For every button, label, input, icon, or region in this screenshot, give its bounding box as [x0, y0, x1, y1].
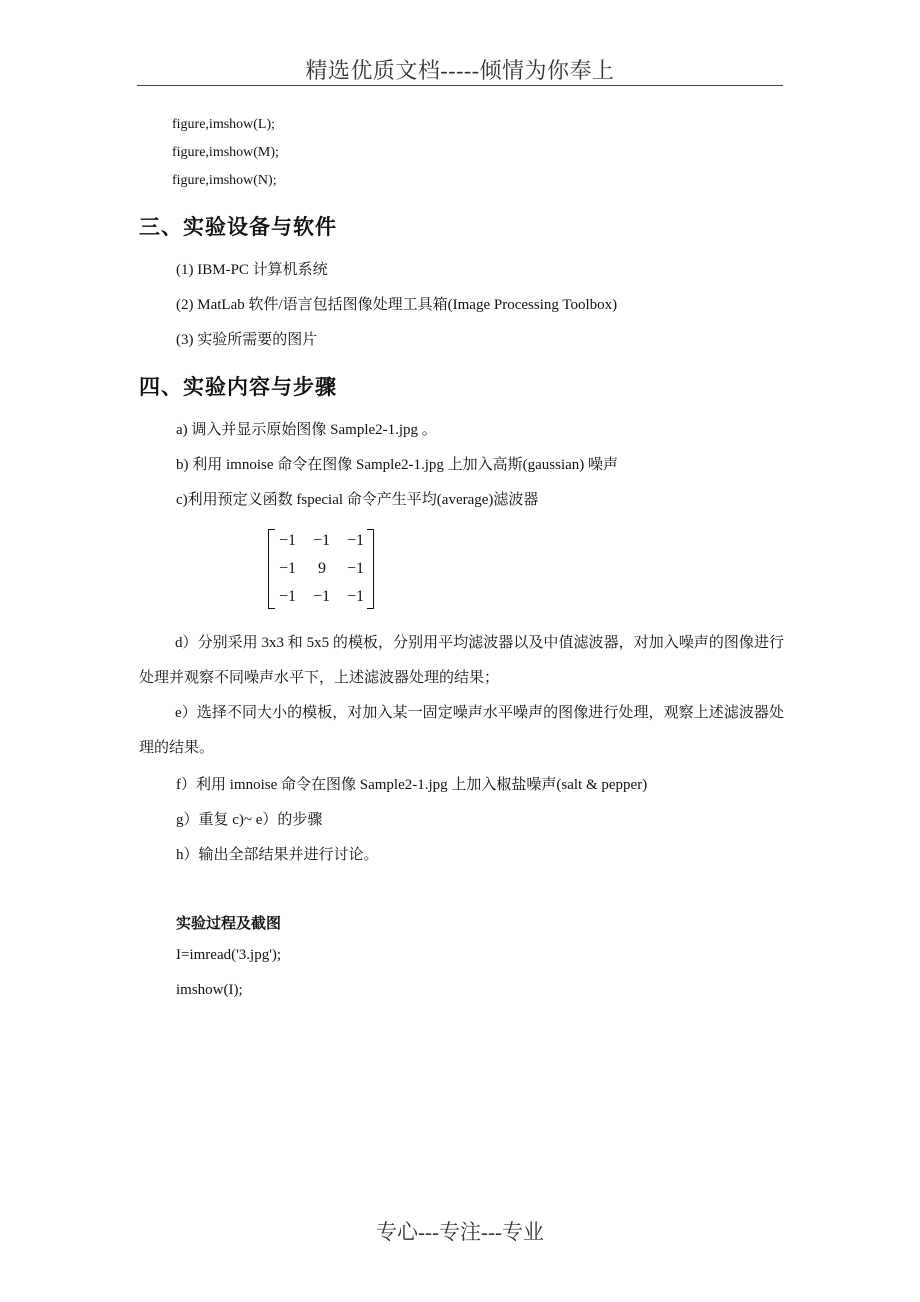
page-footer: 专心---专注---专业: [376, 1220, 544, 1244]
step-item: c)利用预定义函数 fspecial 命令产生平均(average)滤波器: [176, 492, 539, 508]
matrix-cell: −1: [312, 588, 330, 605]
matrix-cell: −1: [346, 560, 364, 577]
equipment-item: (3) 实验所需要的图片: [176, 332, 318, 348]
matrix-cell: −1: [312, 532, 330, 549]
matrix-right-bracket: [367, 529, 374, 609]
filter-matrix: [268, 529, 374, 609]
matrix-cell: −1: [346, 588, 364, 605]
matrix-cell: −1: [278, 588, 296, 605]
step-e-paragraph: e）选择不同大小的模板，对加入某一固定噪声水平噪声的图像进行处理，观察上述滤波器处理的结果。: [139, 705, 784, 756]
matrix-cell: −1: [346, 532, 364, 549]
process-heading: 实验过程及截图: [176, 914, 282, 932]
step-item: f）利用 imnoise 命令在图像 Sample2-1.jpg 上加入椒盐噪声(salt & pepper): [176, 777, 648, 793]
matrix-cell: −1: [278, 560, 296, 577]
section-3-heading: 三、实验设备与软件: [139, 215, 337, 239]
code-line: figure,imshow(L);: [172, 117, 276, 132]
equipment-item: (1) IBM-PC 计算机系统: [176, 262, 328, 278]
header-rule: [137, 85, 783, 86]
step-item: a) 调入并显示原始图像 Sample2-1.jpg 。: [176, 422, 437, 438]
step-d-paragraph: d）分别采用 3x3 和 5x5 的模板，分别用平均滤波器以及中值滤波器，对加入噪声的图像进行处理并观察不同噪声水平下，上述滤波器处理的结果；: [139, 635, 784, 686]
matrix-cell: 9: [318, 560, 326, 577]
matrix-cell: −1: [278, 532, 296, 549]
code-line: I=imread('3.jpg');: [176, 947, 282, 963]
code-line: figure,imshow(N);: [172, 173, 277, 188]
equipment-item: (2) MatLab 软件/语言包括图像处理工具箱(Image Processing Toolbox): [176, 297, 618, 313]
code-line: figure,imshow(M);: [172, 145, 279, 160]
page-header: 精选优质文档-----倾情为你奉上: [305, 58, 615, 83]
step-item: h）输出全部结果并进行讨论。: [176, 847, 379, 863]
step-item: g）重复 c)~ e）的步骤: [176, 812, 323, 828]
section-4-heading: 四、实验内容与步骤: [139, 375, 337, 399]
step-item: b) 利用 imnoise 命令在图像 Sample2-1.jpg 上加入高斯(gaussian) 噪声: [176, 457, 619, 473]
code-line: imshow(I);: [176, 982, 243, 998]
